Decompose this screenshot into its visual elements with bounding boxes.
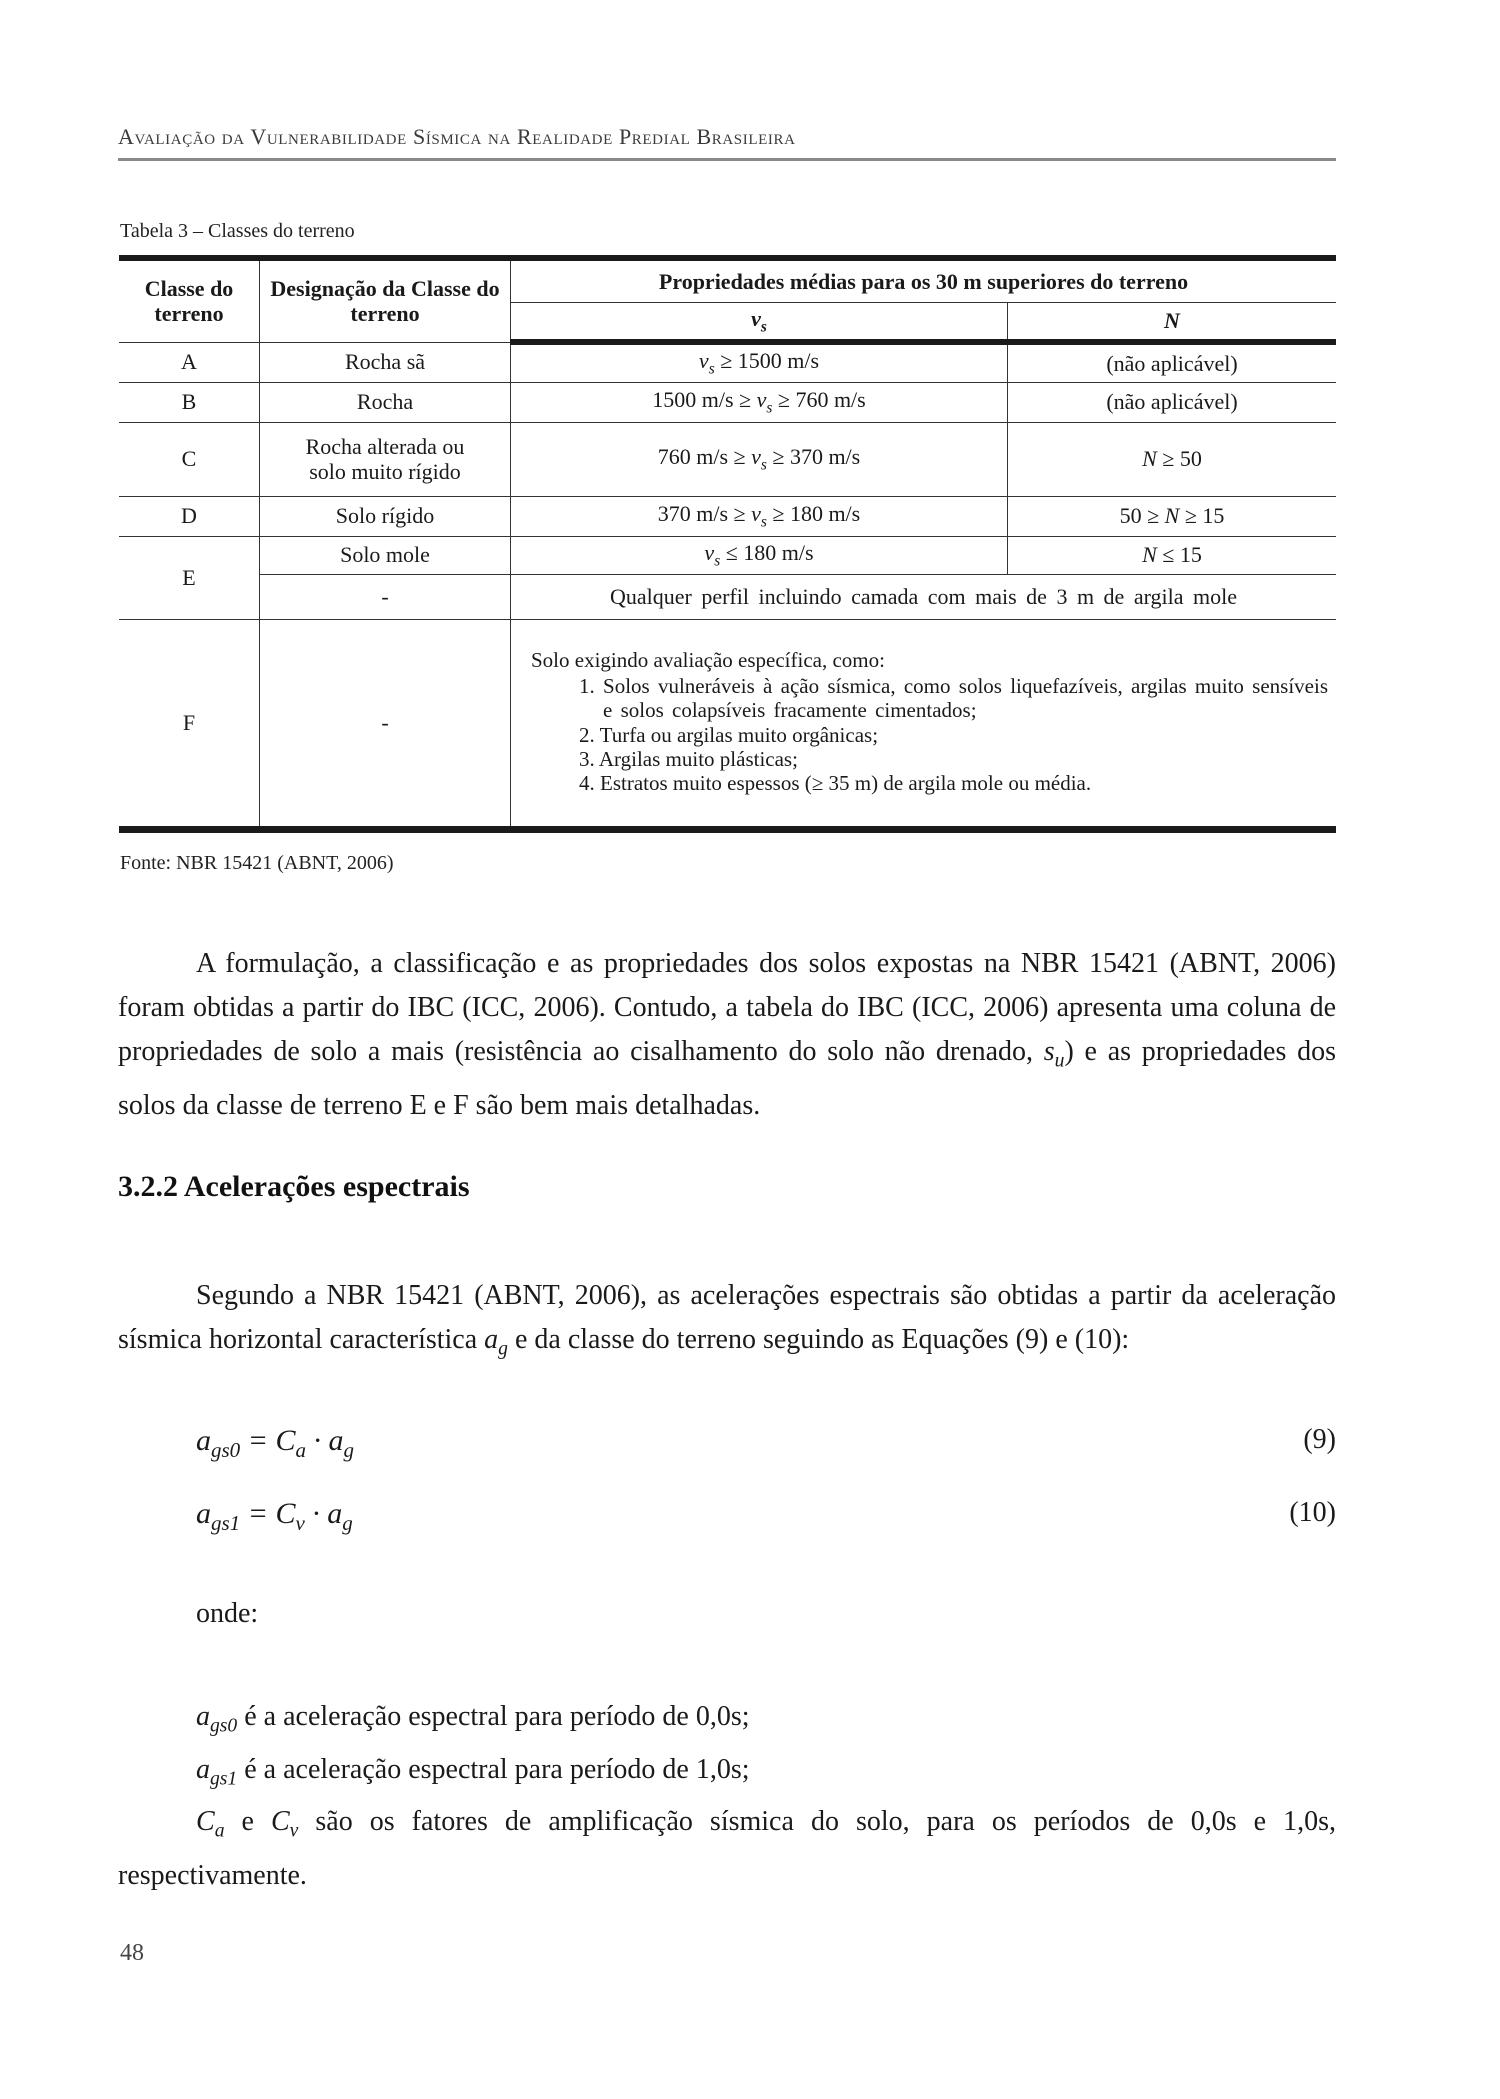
header-classe: Classe do terreno — [119, 258, 260, 342]
list-item: 4. Estratos muito espessos (≥ 35 m) de argila mole ou média. — [579, 770, 1092, 795]
header-vs: $v_s$ — [511, 302, 1008, 342]
cell-classe: D — [119, 496, 260, 536]
header-rule — [118, 158, 1336, 161]
header-n: N — [1008, 302, 1337, 342]
cell-designacao: Rocha alterada ou solo muito rígido — [260, 422, 511, 496]
cell-n: (não aplicável) — [1008, 382, 1337, 422]
definition-ags1: $a_{gs1}$ é a aceleração espectral para período de 1,0s; — [196, 1754, 750, 1790]
cell-designacao: Solo rígido — [260, 496, 511, 536]
cell-description: Qualquer perfil incluindo camada com mais de 3 m de argila mole — [511, 574, 1337, 619]
cell-designacao: Solo mole — [260, 536, 511, 574]
table-row — [119, 536, 1336, 574]
paragraph: $C_a$ e $C_v$ são os fatores de amplificação sísmica do solo, para os períodos de 0,0s e 1,0s, respectivamente. — [118, 1806, 1336, 1891]
cell-n: 50 ≥ N ≥ 15 — [1008, 496, 1337, 536]
header-designacao: Designação da Classe do terreno — [260, 258, 511, 342]
list-item: 3. Argilas muito plásticas; — [579, 746, 798, 771]
table-header-row — [119, 258, 1336, 302]
table-row — [119, 422, 1336, 496]
equation-10: $a_{gs1} = C_v \cdot a_g$ (10) — [196, 1497, 1336, 1535]
cell-classe: C — [119, 422, 260, 496]
running-header: Avaliação da Vulnerabilidade Sísmica na Realidade Predial Brasileira — [118, 124, 796, 149]
paragraph: Segundo a NBR 15421 (ABNT, 2006), as acelerações espectrais são obtidas a partir da aceleração sísmica horizontal característica $a_g$ e da classe do terreno seguindo as Equações (9) e (10): — [118, 1280, 1336, 1360]
cell-designacao: Rocha sã — [260, 342, 511, 382]
cell-n: N ≤ 15 — [1008, 536, 1337, 574]
cell-n: N ≥ 50 — [1008, 422, 1337, 496]
definition-ags0: $a_{gs0}$ é a aceleração espectral para período de 0,0s; — [196, 1701, 750, 1737]
table-row — [119, 619, 1336, 829]
cell-vs: 760 $m/s \ge v_s \ge 370$ m/s — [511, 422, 1008, 496]
equation-number: (10) — [1289, 1497, 1336, 1528]
equation-9: $a_{gs0} = C_a \cdot a_g$ (9) — [196, 1424, 1336, 1462]
list-item: 2. Turfa ou argilas muito orgânicas; — [579, 722, 879, 747]
table-row — [119, 496, 1336, 536]
table-caption: Tabela 3 – Classes do terreno — [120, 220, 355, 242]
cell-classe: F — [119, 619, 260, 829]
paragraph: A formulação, a classificação e as propriedades dos solos expostas na NBR 15421 (ABNT, 2006) foram obtidas a partir do IBC (ICC, 2006). Contudo, a tabela do IBC (ICC, 2006) apresenta uma coluna de propriedades de solo a mais (resistência ao cisalhamento do solo não drenado, $s_u$) e as propriedades dos solos da classe de terreno E e F são bem mais detalhadas. — [118, 948, 1336, 1121]
f-criteria-list — [531, 674, 1328, 795]
cell-vs: 370 $m/s \ge v_s \ge 180$ m/s — [511, 496, 1008, 536]
table-row — [119, 382, 1336, 422]
table-row — [119, 574, 1336, 619]
list-item: 1. Solos vulneráveis à ação sísmica, como solos liquefazíveis, argilas muito sensíveis e solos colapsíveis fracamente cimentados; — [579, 674, 1328, 723]
section-heading: 3.2.2 Acelerações espectrais — [118, 1170, 470, 1203]
cell-description — [511, 619, 1337, 829]
cell-n: (não aplicável) — [1008, 342, 1337, 382]
equation-number: (9) — [1303, 1424, 1336, 1455]
page-number: 48 — [120, 1940, 144, 1966]
table-source: Fonte: NBR 15421 (ABNT, 2006) — [120, 852, 394, 874]
onde-label: onde: — [196, 1598, 259, 1629]
cell-classe: B — [119, 382, 260, 422]
cell-classe: A — [119, 342, 260, 382]
cell-designacao: - — [260, 574, 511, 619]
cell-vs: $v_s \ge 1500$ m/s — [511, 342, 1008, 382]
f-intro: Solo exigindo avaliação específica, como: — [531, 648, 885, 673]
table-row — [119, 342, 1336, 382]
header-properties-group: Propriedades médias para os 30 m superiores do terreno — [511, 258, 1337, 302]
soil-classes-table — [119, 255, 1336, 833]
cell-designacao: - — [260, 619, 511, 829]
cell-vs: $v_s \le 180$ m/s — [511, 536, 1008, 574]
cell-classe: E — [119, 536, 260, 619]
cell-vs: 1500 $m/s \ge v_s \ge 760$ m/s — [511, 382, 1008, 422]
cell-designacao: Rocha — [260, 382, 511, 422]
